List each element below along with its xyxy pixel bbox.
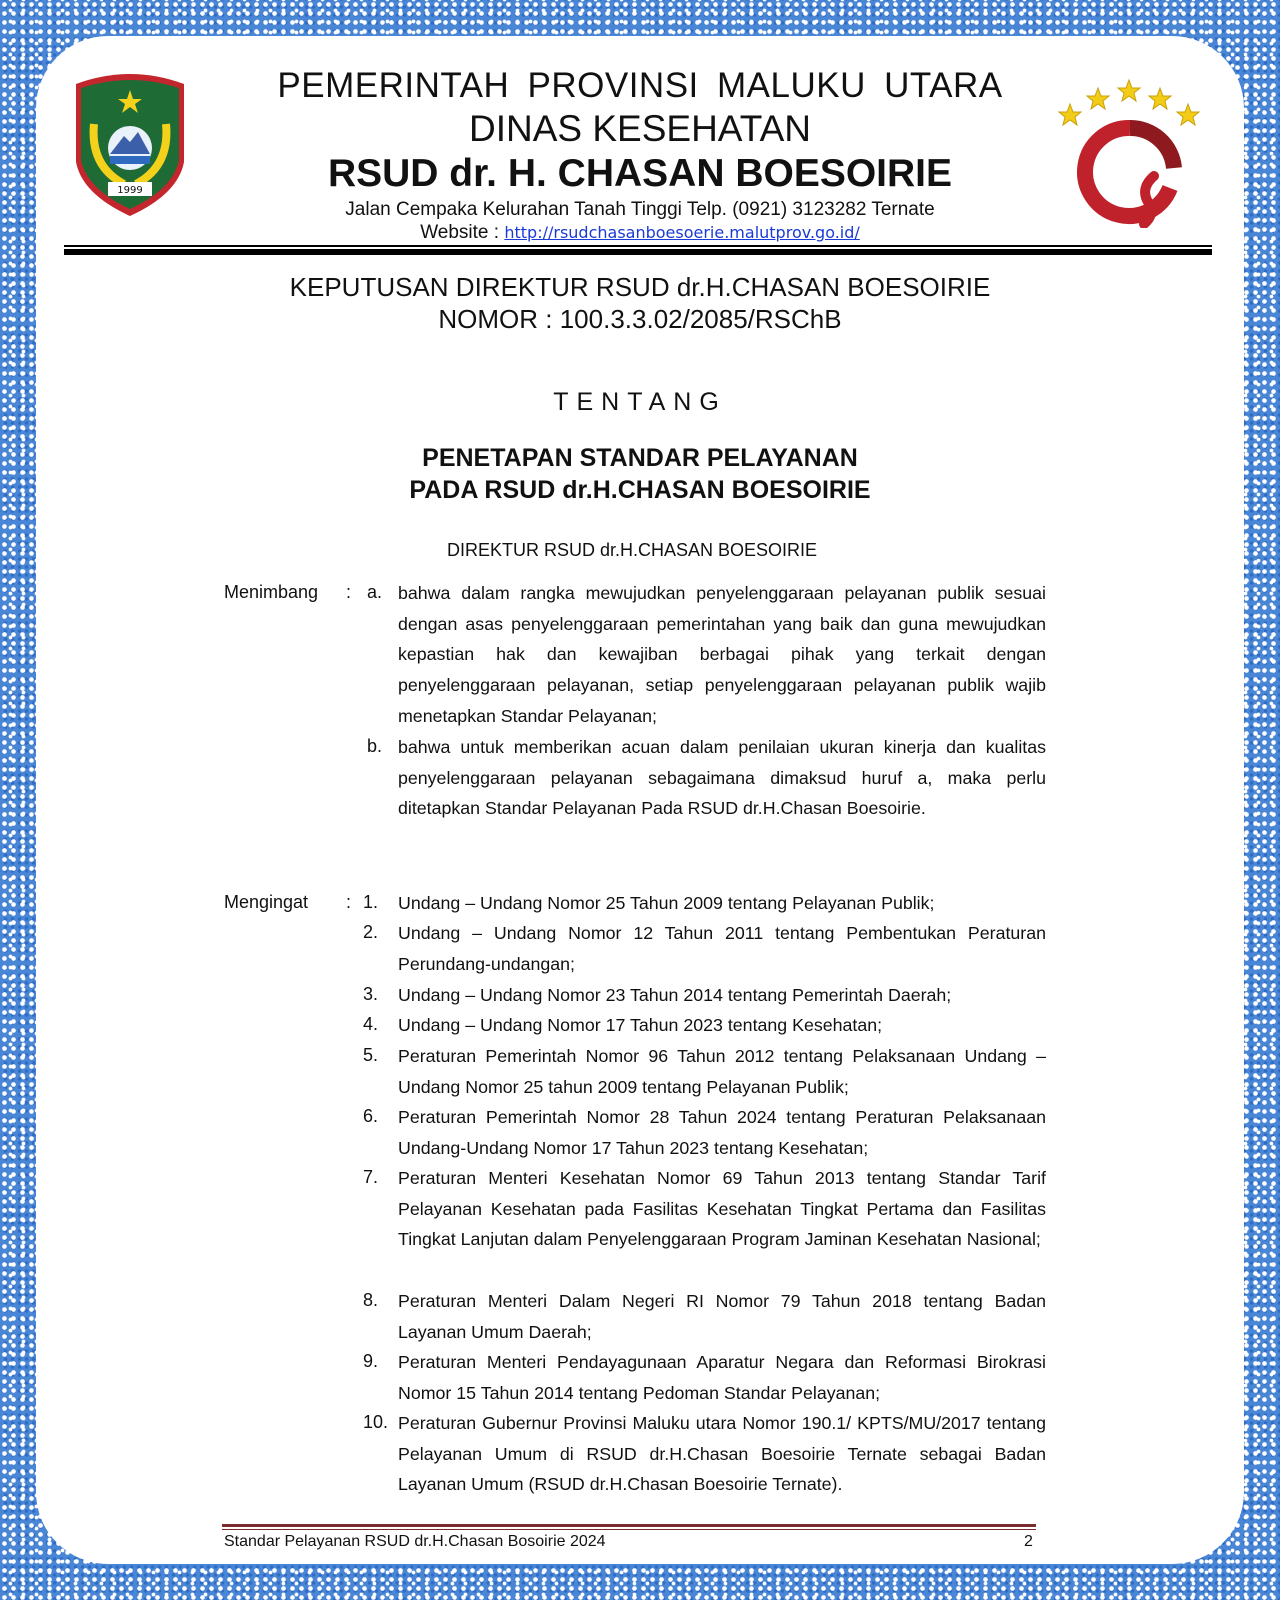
menimbang-colon: :: [346, 582, 352, 602]
website-link[interactable]: http://rsudchasanboesoerie.malutprov.go.id/: [504, 223, 860, 242]
header-department: DINAS KESEHATAN: [469, 108, 811, 149]
decree-subject-line1: PENETAPAN STANDAR PELAYANAN: [422, 444, 858, 472]
mengingat-item-5: Peraturan Pemerintah Nomor 96 Tahun 2012 tentang Pelaksanaan Undang – Undang Nomor 25 tahun 2009 tentang Pelayanan Publik;: [398, 1046, 1046, 1097]
director-heading: DIREKTUR RSUD dr.H.CHASAN BOESOIRIE: [446, 540, 818, 560]
mengingat-marker-7: 7.: [362, 1167, 378, 1187]
header-website: [0, 222, 1280, 244]
emblem-year: 1999: [117, 185, 143, 196]
mengingat-item-2: Undang – Undang Nomor 12 Tahun 2011 tentang Pembentukan Peraturan Perundang-undangan;: [398, 923, 1046, 974]
mengingat-marker-10: 10.: [362, 1412, 388, 1432]
menimbang-label: Menimbang: [224, 582, 319, 602]
mengingat-item-6: Peraturan Pemerintah Nomor 28 Tahun 2024 tentang Peraturan Pelaksanaan Undang-Undang Nomor 17 Tahun 2023 tentang Kesehatan;: [398, 1107, 1046, 1158]
footer-title: Standar Pelayanan RSUD dr.H.Chasan Bosoirie 2024: [224, 1533, 606, 1550]
header-divider-thick: [64, 249, 1212, 255]
mengingat-item-10: Peraturan Gubernur Provinsi Maluku utara Nomor 190.1/ KPTS/MU/2017 tentang Pelayanan Umum di RSUD dr.H.Chasan Boesoirie Ternate sebagai Badan Layanan Umum (RSUD dr.H.Chasan Boesoirie Ternate).: [398, 1413, 1046, 1495]
footer-rule-thin: [222, 1529, 1036, 1530]
header-province: PEMERINTAH PROVINSI MALUKU UTARA: [277, 66, 1003, 105]
mengingat-marker-1: 1.: [362, 892, 378, 912]
mengingat-marker-4: 4.: [362, 1014, 378, 1034]
menimbang-marker-a: a.: [366, 582, 382, 602]
decree-title: KEPUTUSAN DIREKTUR RSUD dr.H.CHASAN BOESOIRIE: [289, 272, 991, 302]
decree-number: NOMOR : 100.3.3.02/2085/RSChB: [438, 304, 842, 334]
decree-subject-line2: PADA RSUD dr.H.CHASAN BOESOIRIE: [409, 476, 871, 504]
mengingat-marker-2: 2.: [362, 922, 378, 942]
mengingat-marker-8: 8.: [362, 1290, 378, 1310]
mengingat-item-7: Peraturan Menteri Kesehatan Nomor 69 Tahun 2013 tentang Standar Tarif Pelayanan Kesehatan pada Fasilitas Kesehatan Tingkat Pertama dan Fasilitas Tingkat Lanjutan dalam Penyelenggaraan Program Jaminan Kesehatan Nasional;: [398, 1168, 1046, 1250]
mengingat-colon: :: [346, 892, 352, 912]
mengingat-item-3: Undang – Undang Nomor 23 Tahun 2014 tentang Pemerintah Daerah;: [398, 985, 952, 1005]
mengingat-item-1: Undang – Undang Nomor 25 Tahun 2009 tentang Pelayanan Publik;: [398, 893, 935, 913]
mengingat-marker-5: 5.: [362, 1045, 378, 1065]
menimbang-marker-b: b.: [366, 736, 382, 756]
mengingat-label: Mengingat: [224, 892, 309, 912]
page-number: 2: [1024, 1533, 1033, 1550]
footer-rule: [222, 1524, 1036, 1527]
decree-about: TENTANG: [553, 388, 727, 416]
header-hospital-name: RSUD dr. H. CHASAN BOESOIRIE: [327, 152, 953, 195]
website-label: Website :: [420, 222, 505, 243]
menimbang-item-a: bahwa dalam rangka mewujudkan penyelenggaraan pelayanan publik sesuai dengan asas penyelenggaraan pemerintahan yang baik dan guna mewujudkan kepastian hak dan kewajiban berbagai pihak yang terkait dengan penyelenggaraan pelayanan, setiap penyelenggaraan pelayanan publik wajib menetapkan Standar Pelayanan;: [398, 583, 1046, 726]
mengingat-item-9: Peraturan Menteri Pendayagunaan Aparatur Negara dan Reformasi Birokrasi Nomor 15 Tahun 2014 tentang Pedoman Standar Pelayanan;: [398, 1352, 1046, 1403]
mengingat-marker-6: 6.: [362, 1106, 378, 1126]
header-divider-thin: [64, 245, 1212, 247]
mengingat-item-4: Undang – Undang Nomor 17 Tahun 2023 tentang Kesehatan;: [398, 1015, 883, 1035]
header-address: Jalan Cempaka Kelurahan Tanah Tinggi Telp. (0921) 3123282 Ternate: [345, 199, 935, 220]
mengingat-marker-9: 9.: [362, 1351, 378, 1371]
mengingat-item-8: Peraturan Menteri Dalam Negeri RI Nomor 79 Tahun 2018 tentang Badan Layanan Umum Daerah;: [398, 1291, 1046, 1342]
menimbang-item-b: bahwa untuk memberikan acuan dalam penilaian ukuran kinerja dan kualitas penyelenggaraan pelayanan sebagaimana dimaksud huruf a, maka perlu ditetapkan Standar Pelayanan Pada RSUD dr.H.Chasan Boesoirie.: [398, 737, 1046, 819]
mengingat-marker-3: 3.: [362, 984, 378, 1004]
